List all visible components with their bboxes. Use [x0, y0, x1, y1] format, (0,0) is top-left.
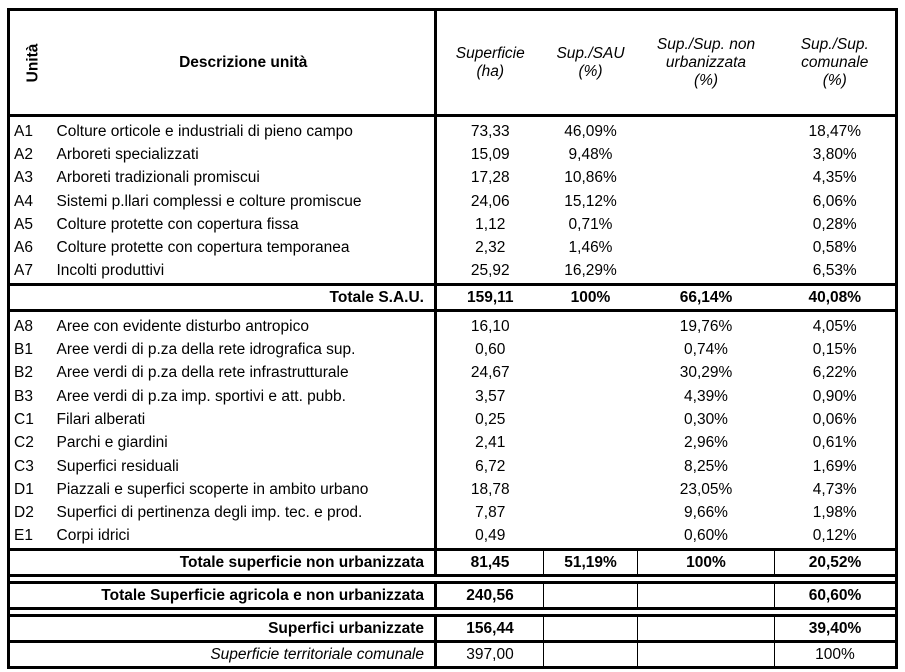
header-row: [9, 10, 897, 116]
pct-non-urb: [638, 190, 775, 213]
pct-comunale: 0,12%: [812, 527, 857, 545]
total-sau-row: [9, 285, 897, 311]
header-non-urb-line2: urbanizzata: [665, 53, 747, 71]
header-area: [436, 10, 544, 116]
pct-non-urb: [638, 260, 775, 285]
pct-sau: 15,12%: [564, 192, 617, 210]
unit-description: Aree verdi di p.za della rete infrastrutturale: [56, 364, 349, 382]
unit-code: A1: [14, 122, 33, 140]
pct-comunale: 6,53%: [812, 262, 857, 280]
area-ha: 6,72: [436, 455, 544, 478]
pct-comunale: 4,73%: [812, 480, 857, 498]
area-ha: 24,06: [436, 190, 544, 213]
table-row: [9, 408, 897, 431]
pct-comunale: 0,28%: [812, 215, 857, 233]
pct-comunale: 0,15%: [812, 341, 857, 359]
total-non-urb-label: Totale superficie non urbanizzata: [9, 550, 436, 576]
territorial-label: Superficie territoriale comunale: [210, 645, 424, 663]
pct-sau: 16,29%: [564, 262, 617, 280]
pct-non-urb: 0,60%: [684, 527, 728, 545]
area-ha: 0,49: [436, 525, 544, 550]
unit-code: B1: [14, 341, 33, 359]
table-row: [9, 338, 897, 361]
total-sau-pct-sau: 100%: [544, 285, 638, 311]
total-agri-pct-nu: [638, 583, 775, 609]
header-comunale-line2: comunale: [801, 53, 869, 71]
unit-code: B2: [14, 364, 33, 382]
header-non-urb: [638, 10, 775, 116]
pct-non-urb: [638, 167, 775, 190]
pct-sau: [544, 362, 638, 385]
table-row: [9, 260, 897, 285]
area-ha: 16,10: [436, 311, 544, 339]
unit-code: D1: [14, 480, 34, 498]
unit-description: Aree verdi di p.za della rete idrografica sup.: [56, 341, 356, 359]
table-row: [9, 190, 897, 213]
pct-sau: [544, 408, 638, 431]
total-non-urb-pct-sau: 51,19%: [544, 550, 638, 576]
table-row: [9, 455, 897, 478]
pct-non-urb: 0,30%: [684, 410, 728, 428]
header-comunale: [775, 10, 897, 116]
total-agri-pct-com: 60,60%: [775, 583, 897, 609]
pct-non-urb: 8,25%: [684, 457, 728, 475]
pct-sau: [544, 385, 638, 408]
unit-description: Colture orticole e industriali di pieno campo: [56, 122, 353, 140]
pct-comunale: 3,80%: [812, 145, 857, 163]
unit-code: C2: [14, 434, 34, 452]
pct-non-urb: 0,74%: [684, 341, 728, 359]
pct-comunale: 4,35%: [812, 169, 857, 187]
total-agri-row: [9, 583, 897, 609]
land-use-table-container: [7, 8, 898, 669]
pct-comunale: 6,22%: [812, 364, 857, 382]
spacer-row: [9, 609, 897, 616]
table-row: [9, 236, 897, 259]
total-non-urb-pct-nu: 100%: [638, 550, 775, 576]
pct-comunale: 1,98%: [812, 504, 857, 522]
pct-non-urb: 4,39%: [684, 387, 728, 405]
total-sau-pct-nu: 66,14%: [638, 285, 775, 311]
pct-sau: [544, 478, 638, 501]
pct-non-urb: 19,76%: [679, 317, 733, 335]
pct-non-urb: 2,96%: [684, 434, 728, 452]
total-non-urb-ha: 81,45: [436, 550, 544, 576]
pct-comunale: 18,47%: [808, 122, 862, 140]
pct-comunale: 0,58%: [812, 239, 857, 257]
area-ha: 18,78: [436, 478, 544, 501]
total-non-urb-row: [9, 550, 897, 576]
urban-pct-sau: [544, 616, 638, 642]
area-ha: 24,67: [436, 362, 544, 385]
pct-non-urb: 23,05%: [679, 480, 733, 498]
pct-sau: 1,46%: [568, 239, 613, 257]
territorial-pct-com: 100%: [775, 642, 897, 668]
unit-description: Aree verdi di p.za imp. sportivi e att. pubb.: [56, 387, 346, 405]
unit-code: A3: [14, 169, 33, 187]
total-sau-label: Totale S.A.U.: [9, 285, 436, 311]
pct-sau: 46,09%: [564, 122, 617, 140]
header-comunale-line1: Sup./Sup.: [800, 35, 869, 53]
header-comunale-unit: (%): [822, 71, 847, 89]
area-ha: 17,28: [436, 167, 544, 190]
total-non-urb-pct-com: 20,52%: [775, 550, 897, 576]
urban-label: Superfici urbanizzate: [9, 616, 436, 642]
total-agri-pct-sau: [544, 583, 638, 609]
header-area-line: Superficie: [455, 44, 525, 62]
unit-description: Incolti produttivi: [56, 262, 165, 280]
unit-code: B3: [14, 387, 33, 405]
area-ha: 2,41: [436, 432, 544, 455]
urban-pct-com: 39,40%: [775, 616, 897, 642]
territorial-pct-sau: [544, 642, 638, 668]
unit-description: Piazzali e superfici scoperte in ambito urbano: [56, 480, 369, 498]
unit-code: A8: [14, 317, 33, 335]
pct-sau: [544, 455, 638, 478]
unit-description: Arboreti specializzati: [56, 145, 199, 163]
area-ha: 0,25: [436, 408, 544, 431]
pct-comunale: 0,06%: [812, 410, 857, 428]
table-row: [9, 362, 897, 385]
pct-sau: 0,71%: [568, 215, 613, 233]
pct-non-urb: [638, 143, 775, 166]
header-sau: [544, 10, 638, 116]
urban-pct-nu: [638, 616, 775, 642]
total-sau-ha: 159,11: [436, 285, 544, 311]
territorial-row: [9, 642, 897, 668]
pct-comunale: 6,06%: [812, 192, 857, 210]
territorial-pct-nu: [638, 642, 775, 668]
header-description: Descrizione unità: [53, 10, 436, 116]
area-ha: 0,60: [436, 338, 544, 361]
unit-code: D2: [14, 504, 34, 522]
unit-code: A5: [14, 215, 33, 233]
land-use-table: [7, 8, 898, 669]
unit-description: Sistemi p.llari complessi e colture promiscue: [56, 192, 362, 210]
pct-non-urb: 9,66%: [684, 504, 728, 522]
unit-description: Superfici di pertinenza degli imp. tec. e prod.: [56, 504, 363, 522]
area-ha: 3,57: [436, 385, 544, 408]
table-row: [9, 432, 897, 455]
unit-description: Corpi idrici: [56, 527, 130, 545]
pct-sau: [544, 525, 638, 550]
pct-sau: [544, 432, 638, 455]
pct-comunale: 0,61%: [812, 434, 857, 452]
unit-code: C1: [14, 410, 34, 428]
pct-non-urb: [638, 116, 775, 144]
total-sau-pct-com: 40,08%: [775, 285, 897, 311]
header-unit-label: Unità: [24, 43, 42, 82]
header-unit: [9, 10, 53, 116]
pct-comunale: 4,05%: [812, 317, 857, 335]
header-non-urb-line1: Sup./Sup. non: [656, 35, 756, 53]
unit-code: A7: [14, 262, 33, 280]
total-agri-ha: 240,56: [436, 583, 544, 609]
table-row: [9, 311, 897, 339]
pct-non-urb: [638, 236, 775, 259]
area-ha: 15,09: [436, 143, 544, 166]
area-ha: 2,32: [436, 236, 544, 259]
pct-non-urb: [638, 213, 775, 236]
header-sau-unit: (%): [578, 62, 603, 80]
pct-sau: [544, 501, 638, 524]
unit-code: E1: [14, 527, 33, 545]
table-row: [9, 116, 897, 144]
area-ha: 7,87: [436, 501, 544, 524]
area-ha: 25,92: [436, 260, 544, 285]
table-row: [9, 213, 897, 236]
table-row: [9, 167, 897, 190]
total-agri-label: Totale Superficie agricola e non urbanizzata: [9, 583, 436, 609]
table-row: [9, 385, 897, 408]
unit-description: Colture protette con copertura temporanea: [56, 239, 350, 257]
unit-description: Aree con evidente disturbo antropico: [56, 317, 309, 335]
pct-sau: 10,86%: [564, 169, 617, 187]
pct-non-urb: 30,29%: [679, 364, 733, 382]
territorial-ha: 397,00: [436, 642, 544, 668]
unit-description: Colture protette con copertura fissa: [56, 215, 299, 233]
unit-description: Filari alberati: [56, 410, 146, 428]
unit-code: A2: [14, 145, 33, 163]
unit-description: Arboreti tradizionali promiscui: [56, 169, 260, 187]
unit-description: Parchi e giardini: [56, 434, 168, 452]
header-non-urb-unit: (%): [693, 71, 719, 89]
unit-code: A4: [14, 192, 33, 210]
unit-description: Superfici residuali: [56, 457, 179, 475]
table-row: [9, 143, 897, 166]
table-row: [9, 525, 897, 550]
table-row: [9, 478, 897, 501]
pct-sau: 9,48%: [568, 145, 613, 163]
unit-code: A6: [14, 239, 33, 257]
pct-comunale: 0,90%: [812, 387, 857, 405]
pct-sau: [544, 311, 638, 339]
spacer-row: [9, 576, 897, 583]
area-ha: 1,12: [436, 213, 544, 236]
pct-comunale: 1,69%: [812, 457, 857, 475]
header-area-unit: (ha): [476, 62, 505, 80]
urban-ha: 156,44: [436, 616, 544, 642]
pct-sau: [544, 338, 638, 361]
unit-code: C3: [14, 457, 34, 475]
table-row: [9, 501, 897, 524]
area-ha: 73,33: [436, 116, 544, 144]
header-sau-line: Sup./SAU: [556, 44, 625, 62]
urban-row: [9, 616, 897, 642]
